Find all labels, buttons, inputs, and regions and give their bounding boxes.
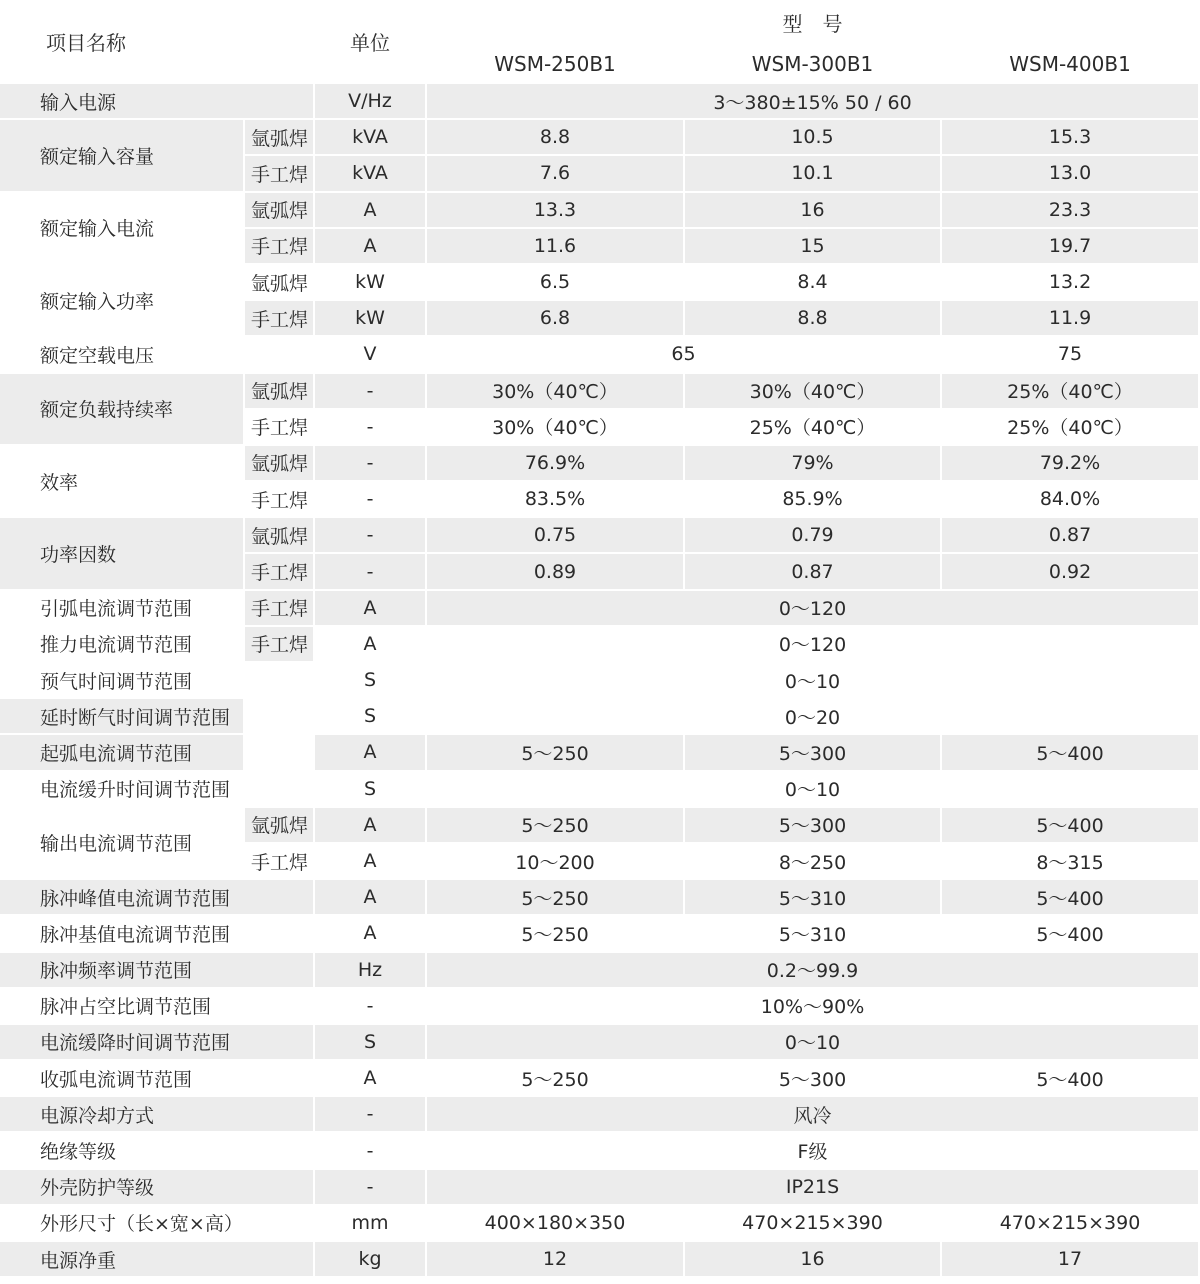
row-name: 外壳防护等级 [0, 1170, 315, 1206]
row-unit: kW [315, 301, 427, 337]
row-unit: kVA [315, 156, 427, 192]
row-unit: A [315, 880, 427, 916]
row-value: 5～250 [427, 916, 685, 952]
row-value: 5～400 [942, 880, 1200, 916]
row-sub: 氩弧焊 [245, 265, 315, 301]
row-value: 65 [427, 337, 942, 373]
row-value: 6.5 [427, 265, 685, 301]
row-sub: 手工焊 [245, 627, 315, 663]
row-sub: 手工焊 [245, 410, 315, 446]
row-sub: 氩弧焊 [245, 808, 315, 844]
row-value: 19.7 [942, 229, 1200, 265]
row-name: 外形尺寸（长×宽×高） [0, 1206, 315, 1242]
row-value: 6.8 [427, 301, 685, 337]
table-row [0, 989, 1200, 1025]
row-value: 0.89 [427, 554, 685, 590]
row-value: 11.9 [942, 301, 1200, 337]
header-model-400: WSM-400B1 [942, 46, 1200, 84]
row-value: 10.1 [685, 156, 942, 192]
row-sub: 手工焊 [245, 482, 315, 518]
row-value: 85.9% [685, 482, 942, 518]
table-row [0, 518, 1200, 554]
row-value: 0.87 [942, 518, 1200, 554]
row-name: 脉冲基值电流调节范围 [0, 916, 315, 952]
row-name: 电源冷却方式 [0, 1097, 315, 1133]
row-value: 79% [685, 446, 942, 482]
row-name: 功率因数 [0, 518, 245, 590]
table-row [0, 120, 1200, 156]
row-value: 79.2% [942, 446, 1200, 482]
row-value: 5～400 [942, 808, 1200, 844]
row-value: 5～300 [685, 735, 942, 771]
row-unit: kVA [315, 120, 427, 156]
row-sub: 氩弧焊 [245, 446, 315, 482]
table-row [0, 916, 1200, 952]
row-value: 5～250 [427, 808, 685, 844]
table-row [0, 193, 1200, 229]
row-value: 15.3 [942, 120, 1200, 156]
row-value: 0～10 [427, 1025, 1200, 1061]
row-value: 16 [685, 193, 942, 229]
table-row [0, 337, 1200, 373]
row-value: 75 [942, 337, 1200, 373]
row-unit: A [315, 808, 427, 844]
row-value: 3～380±15% 50 / 60 [427, 84, 1200, 120]
row-name: 收弧电流调节范围 [0, 1061, 315, 1097]
row-unit: - [315, 989, 427, 1025]
row-value: F级 [427, 1133, 1200, 1169]
row-value: 5～250 [427, 735, 685, 771]
row-name: 额定输入容量 [0, 120, 245, 192]
row-name: 起弧电流调节范围 [0, 735, 245, 771]
row-value: 5～300 [685, 1061, 942, 1097]
row-name: 脉冲峰值电流调节范围 [0, 880, 315, 916]
row-value: 8.8 [685, 301, 942, 337]
row-sub-empty [245, 663, 315, 699]
row-value: 5～310 [685, 916, 942, 952]
row-value: 10～200 [427, 844, 685, 880]
row-sub: 手工焊 [245, 229, 315, 265]
row-value: 5～250 [427, 1061, 685, 1097]
row-name: 输入电源 [0, 84, 315, 120]
row-value: 风冷 [427, 1097, 1200, 1133]
row-unit: S [315, 1025, 427, 1061]
row-unit: - [315, 1133, 427, 1169]
row-name: 引弧电流调节范围 [0, 591, 245, 627]
table-row [0, 591, 1200, 627]
row-unit: - [315, 410, 427, 446]
row-unit: A [315, 627, 427, 663]
row-name: 额定输入功率 [0, 265, 245, 337]
row-value: 7.6 [427, 156, 685, 192]
row-value: 11.6 [427, 229, 685, 265]
table-row [0, 735, 1200, 771]
row-value: 25%（40℃） [942, 410, 1200, 446]
row-value: 400×180×350 [427, 1206, 685, 1242]
row-unit: S [315, 772, 427, 808]
row-unit: - [315, 518, 427, 554]
row-unit: - [315, 482, 427, 518]
row-unit: A [315, 229, 427, 265]
table-row [0, 1242, 1200, 1278]
row-name: 电源净重 [0, 1242, 315, 1278]
row-name: 额定空载电压 [0, 337, 315, 373]
row-value: 83.5% [427, 482, 685, 518]
table-row [0, 1170, 1200, 1206]
row-value: 13.2 [942, 265, 1200, 301]
table-row [0, 699, 1200, 735]
table-row [0, 880, 1200, 916]
row-sub: 手工焊 [245, 591, 315, 627]
row-name: 效率 [0, 446, 245, 518]
header-model-250: WSM-250B1 [427, 46, 685, 84]
row-value: 0～120 [427, 591, 1200, 627]
row-unit: A [315, 916, 427, 952]
row-value: 17 [942, 1242, 1200, 1278]
table-row [0, 1025, 1200, 1061]
row-sub: 手工焊 [245, 301, 315, 337]
row-name: 推力电流调节范围 [0, 627, 245, 663]
row-unit: A [315, 1061, 427, 1097]
header-model: 型 号 [427, 0, 1200, 46]
header-model-300: WSM-300B1 [685, 46, 942, 84]
row-sub-empty [245, 699, 315, 735]
row-value: 470×215×390 [942, 1206, 1200, 1242]
row-sub: 手工焊 [245, 156, 315, 192]
row-value: 0.79 [685, 518, 942, 554]
row-unit: - [315, 1170, 427, 1206]
row-unit: A [315, 193, 427, 229]
row-unit: S [315, 699, 427, 735]
row-name: 绝缘等级 [0, 1133, 315, 1169]
table-row [0, 953, 1200, 989]
row-value: 13.0 [942, 156, 1200, 192]
row-name: 额定输入电流 [0, 193, 245, 265]
row-unit: A [315, 844, 427, 880]
row-value: 25%（40℃） [942, 374, 1200, 410]
row-sub-empty [245, 735, 315, 771]
row-value: 84.0% [942, 482, 1200, 518]
row-value: 15 [685, 229, 942, 265]
table-row [0, 808, 1200, 844]
row-sub: 氩弧焊 [245, 120, 315, 156]
row-sub: 手工焊 [245, 554, 315, 590]
row-sub: 氩弧焊 [245, 374, 315, 410]
table-row [0, 1133, 1200, 1169]
row-unit: - [315, 1097, 427, 1133]
header-unit: 单位 [315, 0, 427, 84]
header-item-name: 项目名称 [0, 0, 315, 84]
row-name: 脉冲占空比调节范围 [0, 989, 315, 1025]
table-row [0, 663, 1200, 699]
row-sub: 氩弧焊 [245, 518, 315, 554]
row-value: 0～120 [427, 627, 1200, 663]
row-value: 10%～90% [427, 989, 1200, 1025]
row-value: 30%（40℃） [427, 374, 685, 410]
row-value: 0.87 [685, 554, 942, 590]
row-value: 8.4 [685, 265, 942, 301]
table-row [0, 265, 1200, 301]
row-value: 30%（40℃） [685, 374, 942, 410]
row-unit: - [315, 374, 427, 410]
row-name: 预气时间调节范围 [0, 663, 245, 699]
row-value: 16 [685, 1242, 942, 1278]
row-unit: S [315, 663, 427, 699]
row-unit: Hz [315, 953, 427, 989]
row-value: 5～310 [685, 880, 942, 916]
row-value: 0.92 [942, 554, 1200, 590]
row-value: 5～400 [942, 916, 1200, 952]
row-unit: kW [315, 265, 427, 301]
row-value: 5～400 [942, 1061, 1200, 1097]
row-unit: - [315, 554, 427, 590]
table-row [0, 1097, 1200, 1133]
row-value: 0.75 [427, 518, 685, 554]
row-name: 额定负载持续率 [0, 374, 245, 446]
row-unit: V [315, 337, 427, 373]
row-value: 8～315 [942, 844, 1200, 880]
row-value: 30%（40℃） [427, 410, 685, 446]
row-value: 12 [427, 1242, 685, 1278]
row-value: 23.3 [942, 193, 1200, 229]
row-value: 5～250 [427, 880, 685, 916]
row-value: 0～20 [427, 699, 1200, 735]
row-unit: A [315, 591, 427, 627]
row-name: 输出电流调节范围 [0, 808, 245, 880]
row-value: 25%（40℃） [685, 410, 942, 446]
row-value: 0～10 [427, 772, 1200, 808]
row-value: 0.2～99.9 [427, 953, 1200, 989]
row-unit: mm [315, 1206, 427, 1242]
table-row [0, 446, 1200, 482]
row-value: 10.5 [685, 120, 942, 156]
table-row [0, 772, 1200, 808]
row-value: 8.8 [427, 120, 685, 156]
row-name: 电流缓升时间调节范围 [0, 772, 245, 808]
row-value: 0～10 [427, 663, 1200, 699]
row-name: 脉冲频率调节范围 [0, 953, 315, 989]
table-row [0, 1061, 1200, 1097]
row-unit: A [315, 735, 427, 771]
row-unit: - [315, 446, 427, 482]
row-value: IP21S [427, 1170, 1200, 1206]
table-row [0, 84, 1200, 120]
table-row [0, 1206, 1200, 1242]
row-name: 电流缓降时间调节范围 [0, 1025, 315, 1061]
row-sub-empty [245, 772, 315, 808]
row-unit: kg [315, 1242, 427, 1278]
row-value: 8～250 [685, 844, 942, 880]
row-value: 13.3 [427, 193, 685, 229]
row-value: 5～400 [942, 735, 1200, 771]
row-value: 5～300 [685, 808, 942, 844]
row-value: 76.9% [427, 446, 685, 482]
row-name: 延时断气时间调节范围 [0, 699, 245, 735]
row-sub: 手工焊 [245, 844, 315, 880]
row-unit: V/Hz [315, 84, 427, 120]
row-sub: 氩弧焊 [245, 193, 315, 229]
table-row [0, 627, 1200, 663]
row-value: 470×215×390 [685, 1206, 942, 1242]
table-row [0, 374, 1200, 410]
